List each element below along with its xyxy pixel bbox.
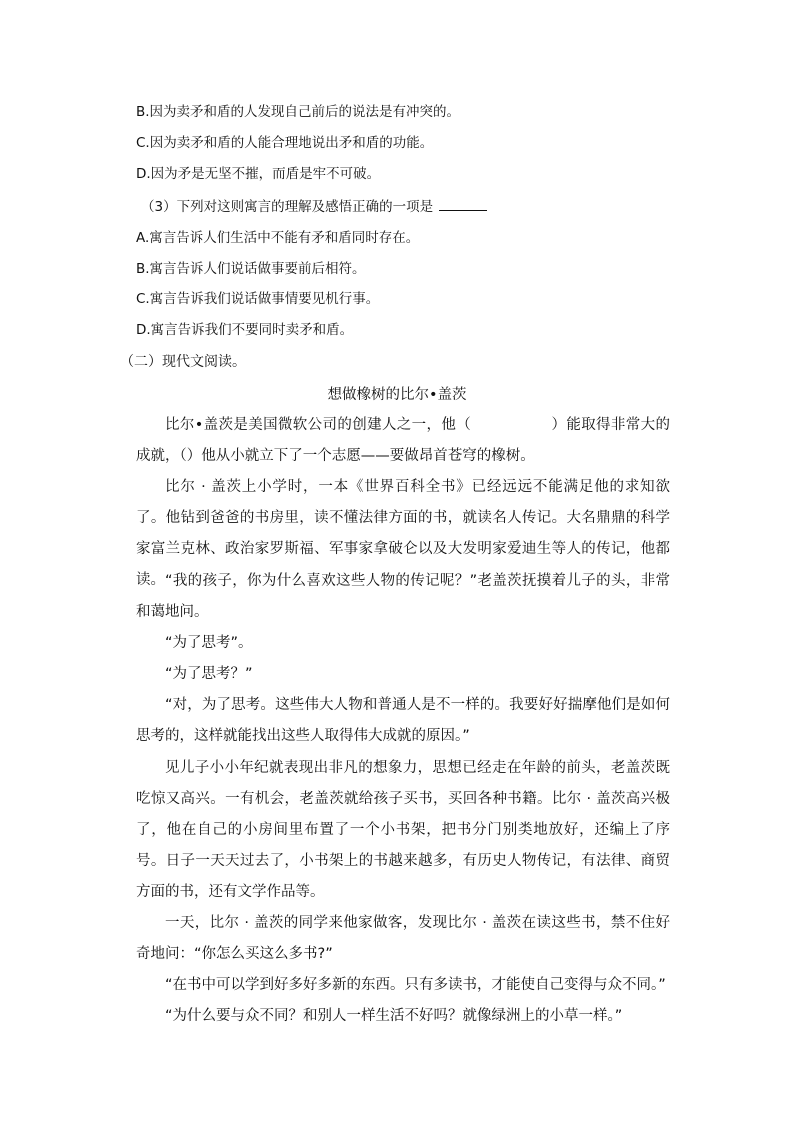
paragraph-9: “在书中可以学到好多好多新的东西。只有多读书，才能使自己变得与众不同。”: [165, 977, 666, 993]
option-q3-d: D.寓言告诉我们不要同时卖矛和盾。: [136, 322, 354, 338]
paragraph-1-part-b: ）能取得非常大的成就，（: [136, 417, 670, 464]
paragraph-5: “为了思考？”: [165, 666, 253, 682]
paragraph-2: 比尔 · 盖茨上小学时，一本《世界百科全书》已经远远不能满足他的求知欲了。他钻到爸爸的书房里，读不懂法律方面的书，就读名人传记。大名鼎鼎的科学家富兰克林、政治家罗斯福、军事家拿破仑以及大发明家爱迪生等人的传记，他都读。: [136, 479, 670, 588]
option-q3-a: A.寓言告诉人们生活中不能有矛和盾同时存在。: [136, 230, 420, 246]
question-3-stem: [141, 197, 487, 217]
paragraph-1: [136, 410, 670, 472]
option-q2-d: D.因为矛是无坚不摧，而盾是牢不可破。: [136, 166, 381, 182]
paragraph-10: “为什么要与众不同？和别人一样生活不好吗？就像绿洲上的小草一样。”: [165, 1008, 623, 1024]
article-title: 想做橡树的比尔•盖茨: [327, 387, 467, 403]
paragraph-8: 一天，比尔 · 盖茨的同学来他家做客，发现比尔 · 盖茨在读这些书，禁不住好奇地问：“你怎么买这么多书?”: [136, 915, 670, 962]
section-heading: （二）现代文阅读。: [120, 354, 246, 370]
paragraph-6: “对，为了思考。这些伟大人物和普通人是不一样的。我要好好揣摩他们是如何思考的，这样就能找出这些人取得伟大成就的原因。”: [136, 697, 670, 744]
question-3-text: （3）下列对这则寓言的理解及感悟正确的一项是: [141, 199, 434, 215]
option-q2-c: C.因为卖矛和盾的人能合理地说出矛和盾的功能。: [136, 135, 434, 151]
paragraph-3: “我的孩子，你为什么喜欢这些人物的传记呢？”老盖茨抚摸着儿子的头，非常和蔼地问。: [136, 573, 670, 620]
answer-blank: [439, 198, 487, 211]
paragraph-1-part-c: ）他从小就立下了一个志愿——要做昂首苍穹的橡树。: [186, 448, 535, 464]
paragraph-4: “为了思考”。: [165, 635, 253, 651]
option-q2-b: B.因为卖矛和盾的人发现自己前后的说法是有冲突的。: [136, 104, 461, 120]
option-q3-c: C.寓言告诉我们说话做事情要见机行事。: [136, 291, 380, 307]
paragraph-1-part-a: 比尔•盖茨是美国微软公司的创建人之一，他（: [165, 417, 472, 433]
option-q3-b: B.寓言告诉人们说话做事要前后相符。: [136, 261, 366, 277]
paragraph-7: 见儿子小小年纪就表现出非凡的想象力，思想已经走在年龄的前头，老盖茨既吃惊又高兴。一有机会，老盖茨就给孩子买书，买回各种书籍。比尔 · 盖茨高兴极了，他在自己的小房间里布置了一个小书架，把书分门别类地放好，还编上了序号。日子一天天过去了，小书架上的书越来越多，有历史人物传记，有法律、商贸方面的书，还有文学作品等。: [136, 760, 670, 900]
